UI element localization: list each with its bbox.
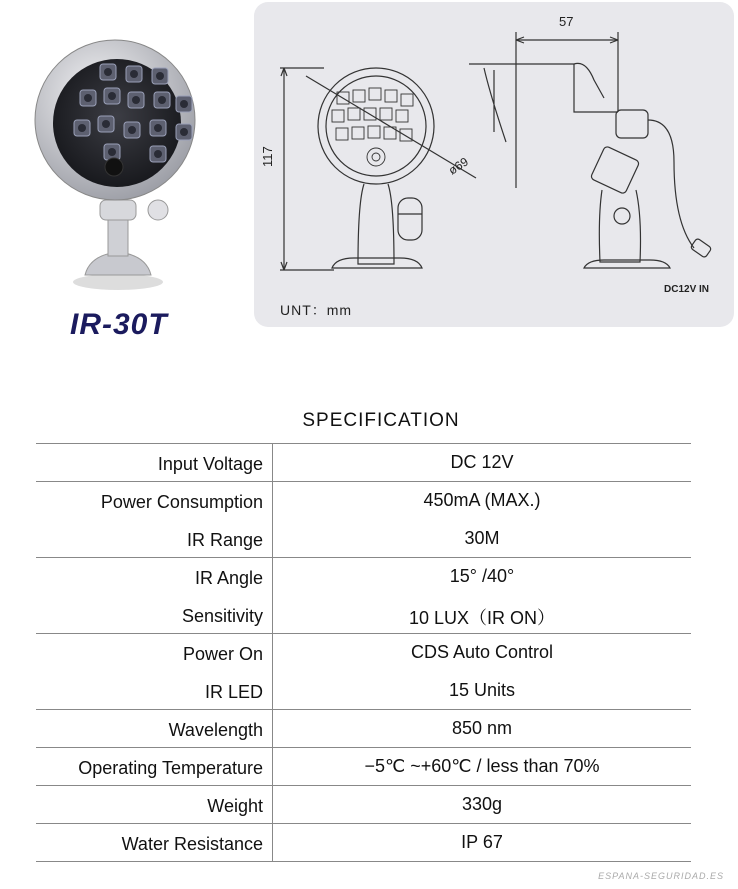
spec-label: Sensitivity [181,606,263,626]
ir-led-lens [108,148,116,156]
ir-led-lens [102,120,110,128]
table-rule [36,823,691,824]
ir-led-lens [154,150,162,158]
ir-led-lens [180,128,188,136]
ir-led-lens [108,92,116,100]
table-row [36,671,691,709]
ir-led-lens [128,126,136,134]
table-rule [36,443,691,444]
ir-led-lens [130,70,138,78]
table-row [36,557,691,595]
spec-value: 15° /40° [449,566,515,586]
ir-led-lens [156,72,164,80]
table-row [36,519,691,557]
table-row [36,785,691,823]
table-rule [36,747,691,748]
height-dimension: 117 [260,146,275,167]
table-rule [36,861,691,862]
width-dimension: 57 [559,14,574,29]
table-rule [36,633,691,634]
ir-led-lens [84,94,92,102]
spec-label: Weight [207,796,263,816]
spec-label: IR Angle [194,568,263,588]
spec-title: SPECIFICATION [302,410,460,431]
table-row [36,823,691,861]
spec-label: Power On [182,644,263,664]
spec-label: Input Voltage [157,454,263,474]
table-row [36,633,691,671]
diameter-dimension: ø69 [445,154,471,178]
power-input-label: DC12V IN [664,284,710,295]
spec-value: 450mA (MAX.) [423,490,541,510]
watermark: ESPANA-SEGURIDAD.ES [598,871,724,881]
spec-label: IR LED [204,682,263,702]
unit-label: UNT：mm [280,302,353,318]
ir-led-lens [78,124,86,132]
spec-value: 330g [461,794,503,814]
dimension-drawing [254,2,734,327]
table-rule [36,709,691,710]
ir-led-lens [104,68,112,76]
table-rule [36,557,691,558]
spec-label: Water Resistance [121,834,263,854]
table-rule [36,481,691,482]
ir-led-lens [180,100,188,108]
table-row [36,747,691,785]
ir-led-lens [154,124,162,132]
spec-value: IP 67 [461,832,503,852]
spec-value: −5℃ ~+60℃ / less than 70% [364,756,600,776]
spec-value: DC 12V [450,452,514,472]
table-rule [36,785,691,786]
spec-value: 850 nm [451,718,513,738]
spec-value: CDS Auto Control [410,642,554,662]
product-photo [30,30,200,290]
table-row [36,595,691,633]
table-row [36,443,691,481]
spec-table [36,443,691,861]
spec-label: Wavelength [168,720,263,740]
table-row [36,481,691,519]
spec-value: 10 LUX（IR ON） [408,608,556,628]
ir-led-lens [132,96,140,104]
spec-value: 15 Units [448,680,516,700]
spec-label: Power Consumption [100,492,263,512]
spec-value: 30M [464,528,500,548]
model-name: IR-30T [70,308,168,341]
spec-label: Operating Temperature [78,758,263,778]
ir-led-lens [158,96,166,104]
table-row [36,709,691,747]
spec-label: IR Range [186,530,263,550]
